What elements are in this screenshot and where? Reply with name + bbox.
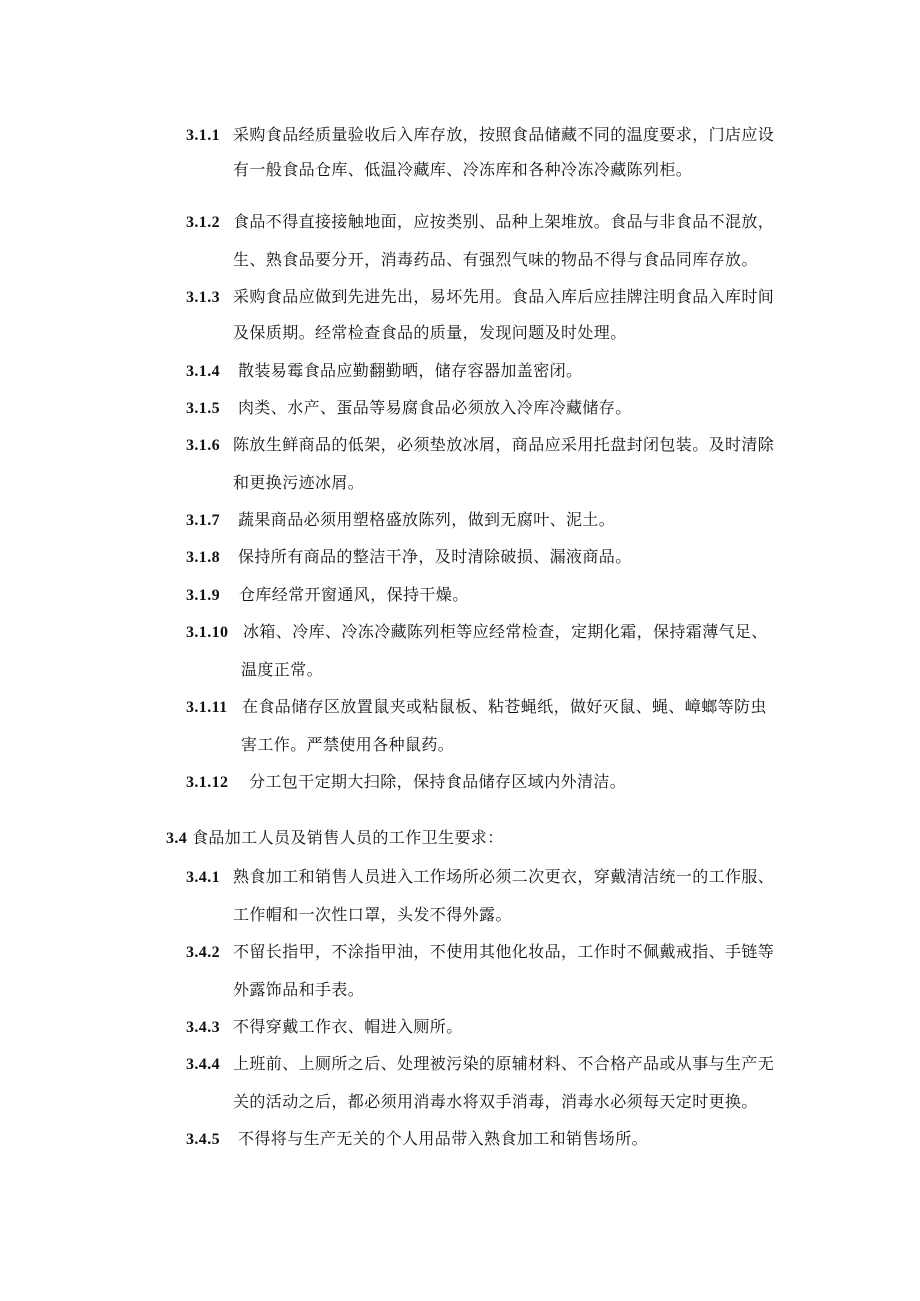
item-3-4-1-line-1: [186, 866, 774, 889]
item-text: 外露饰品和手表。: [233, 980, 365, 999]
item-text: 工作帽和一次性口罩，头发不得外露。: [233, 905, 512, 924]
item-number: 3.1.8: [186, 549, 220, 566]
item-number: 3.4.5: [186, 1131, 220, 1148]
item-text: 不留长指甲，不涂指甲油，不使用其他化妆品，工作时不佩戴戒指、手链等: [233, 942, 775, 961]
item-3-1-2-line-1: [186, 211, 774, 234]
item-text: 冰箱、冷库、冷冻冷藏陈列柜等应经常检查，定期化霜，保持霜薄气足、: [243, 622, 768, 641]
item-text: 及保质期。经常检查食品的质量，发现问题及时处理。: [233, 323, 627, 342]
item-number: 3.1.11: [186, 699, 228, 716]
item-3-1-10-line-1: [186, 621, 768, 644]
item-3-1-6-line-1: [186, 434, 774, 457]
item-text: 生、熟食品要分开，消毒药品、有强烈气味的物品不得与食品同库存放。: [233, 250, 758, 269]
item-number: 3.1.2: [186, 214, 220, 231]
item-text: 陈放生鲜商品的低架，必须垫放冰屑，商品应采用托盘封闭包装。及时清除: [233, 435, 775, 454]
item-3-4-5-line-1: [186, 1128, 648, 1151]
section-number: 3.4: [166, 830, 188, 847]
item-number: 3.1.5: [186, 400, 220, 417]
item-3-1-10-line-2: [241, 659, 323, 681]
item-text: 不得将与生产无关的个人用品带入熟食加工和销售场所。: [238, 1129, 649, 1148]
item-text: 散装易霉食品应勤翻勤晒，储存容器加盖密闭。: [238, 361, 583, 380]
item-number: 3.1.7: [186, 512, 220, 529]
item-number: 3.1.3: [186, 289, 220, 306]
item-text: 分工包干定期大扫除，保持食品储存区域内外清洁。: [249, 772, 627, 791]
item-3-1-1-line-1: [186, 124, 774, 147]
item-3-4-3-line-1: [186, 1016, 463, 1039]
item-3-1-7-line-1: [186, 509, 615, 532]
section-heading-3-4: [166, 827, 504, 850]
item-text: 上班前、上厕所之后、处理被污染的原辅材料、不合格产品或从事与生产无: [233, 1054, 775, 1073]
item-3-1-12-line-1: [186, 771, 626, 794]
section-title: 食品加工人员及销售人员的工作卫生要求：: [192, 828, 504, 847]
item-number: 3.4.2: [186, 944, 220, 961]
item-3-1-8-line-1: [186, 546, 632, 569]
item-text: 采购食品应做到先进先出，易坏先用。食品入库后应挂牌注明食品入库时间: [233, 287, 775, 306]
item-text: 蔬果商品必须用塑格盛放陈列，做到无腐叶、泥土。: [238, 510, 616, 529]
item-text: 温度正常。: [241, 660, 324, 679]
item-text: 熟食加工和销售人员进入工作场所必须二次更衣，穿戴清洁统一的工作服、: [233, 867, 775, 886]
item-number: 3.1.10: [186, 624, 229, 641]
item-text: 食品不得直接接触地面，应按类别、品种上架堆放。食品与非食品不混放，: [233, 212, 775, 231]
item-number: 3.1.6: [186, 437, 220, 454]
item-3-1-11-line-2: [241, 734, 454, 756]
item-number: 3.4.3: [186, 1019, 220, 1036]
item-text: 肉类、水产、蛋品等易腐食品必须放入冷库冷藏储存。: [238, 398, 632, 417]
item-number: 3.1.12: [186, 774, 229, 791]
item-3-1-6-line-2: [233, 472, 364, 494]
item-3-4-1-line-2: [233, 904, 512, 926]
item-text: 关的活动之后，都必须用消毒水将双手消毒，消毒水必须每天定时更换。: [233, 1092, 758, 1111]
item-3-1-11-line-1: [186, 696, 767, 719]
item-3-1-3-line-1: [186, 286, 774, 309]
item-text: 采购食品经质量验收后入库存放，按照食品储藏不同的温度要求，门店应设: [233, 125, 775, 144]
item-text: 保持所有商品的整洁干净，及时清除破损、漏液商品。: [238, 547, 632, 566]
item-3-4-2-line-1: [186, 941, 774, 964]
item-text: 不得穿戴工作衣、帽进入厕所。: [233, 1017, 463, 1036]
item-text: 有一般食品仓库、低温冷藏库、冷冻库和各种冷冻冷藏陈列柜。: [233, 160, 693, 179]
item-number: 3.4.4: [186, 1056, 220, 1073]
item-3-4-4-line-2: [233, 1091, 758, 1113]
item-text: 和更换污迹冰屑。: [233, 473, 365, 492]
item-3-1-9-line-1: [186, 584, 469, 607]
item-3-1-1-line-2: [233, 159, 692, 181]
item-3-1-2-line-2: [233, 249, 758, 271]
item-number: 3.1.4: [186, 363, 220, 380]
item-3-4-2-line-2: [233, 979, 364, 1001]
item-3-1-4-line-1: [186, 360, 582, 383]
item-3-1-5-line-1: [186, 397, 632, 420]
item-3-4-4-line-1: [186, 1053, 774, 1076]
item-number: 3.1.9: [186, 587, 220, 604]
item-3-1-3-line-2: [233, 322, 627, 344]
item-text: 害工作。严禁使用各种鼠药。: [241, 735, 455, 754]
item-text: 在食品储存区放置鼠夹或粘鼠板、粘苍蝇纸，做好灭鼠、蝇、嶂螂等防虫: [242, 697, 767, 716]
item-text: 仓库经常开窗通风，保持干燥。: [239, 585, 469, 604]
item-number: 3.1.1: [186, 127, 220, 144]
item-number: 3.4.1: [186, 869, 220, 886]
